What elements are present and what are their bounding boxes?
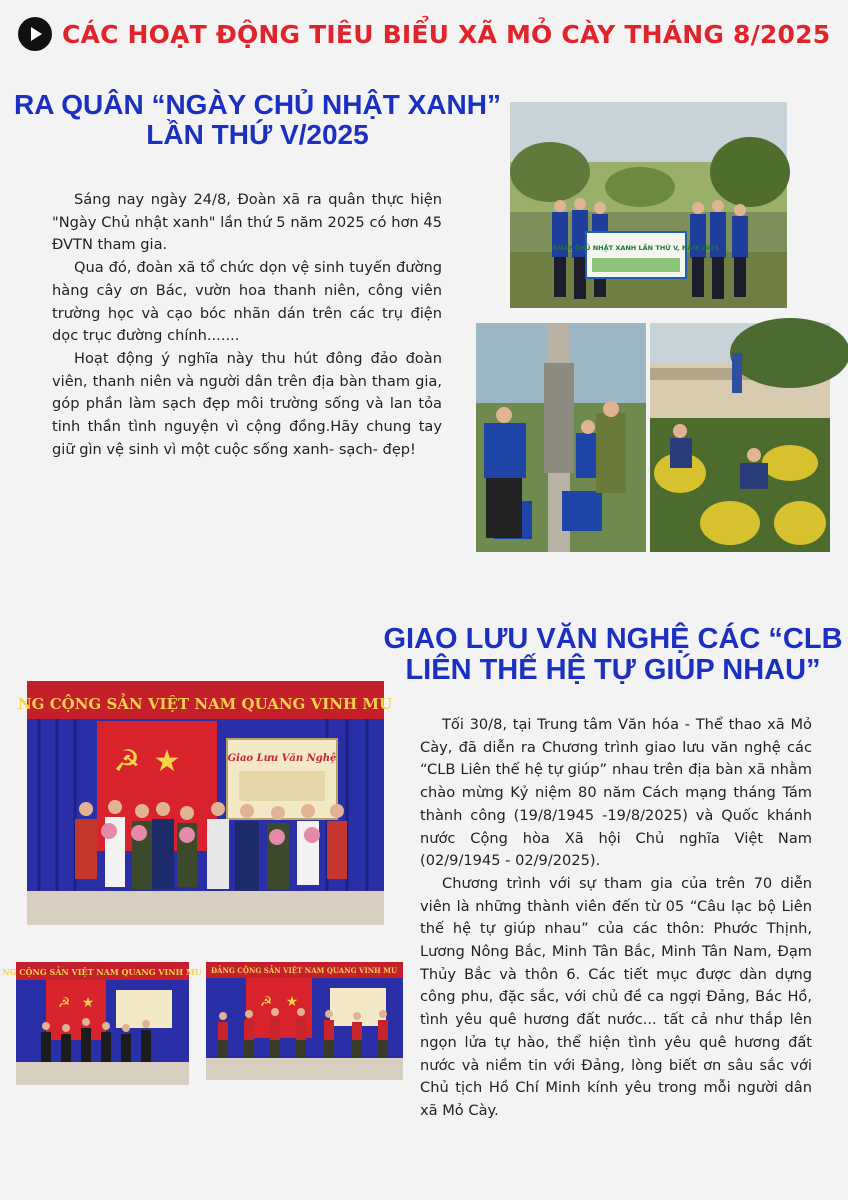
photo-dancers-left: [2, 962, 202, 1085]
play-arrow-icon: [18, 17, 52, 51]
section2-title-line1: GIAO LƯU VĂN NGHỆ CÁC “CLB: [383, 623, 843, 655]
section2-title: [380, 624, 846, 687]
svg-text:★: ★: [285, 994, 299, 1010]
page-header: [18, 14, 838, 54]
section1-title-line1: RA QUÂN “NGÀY CHỦ NHẬT XANH”: [14, 89, 501, 120]
page-title: CÁC HOẠT ĐỘNG TIÊU BIỂU XÃ MỎ CÀY THÁNG 8/2025: [62, 19, 831, 49]
section2-paragraph: Chương trình với sự tham gia của trên 70 diễn viên là những thành viên đến từ 05 “Câu lạc bộ Liên thế hệ tự giúp nhau” của các thôn: Phước Thịnh, Lương Nông Bắc, Minh Tân Bắc, Minh Tân Nam, Đạm Thủy Bắc và thôn 6. Các tiết mục được dàn dựng công phu, đặc sắc, với chủ đề ca ngợi Đảng, Bác Hồ, tình yêu quê hương đất nước... tất cả như thắp lên ngọn lửa tự hào, thể hiện tình yêu quê hương đất nước và niềm tin với Đảng, lòng biết ơn sâu sắc với Chủ tịch Hồ Chí Minh kính yêu trong mỗi người dân xã Mỏ Cày.: [420, 874, 812, 1119]
photo-group-banner: [510, 102, 787, 308]
section1-paragraph: Hoạt động ý nghĩa này thu hút đông đảo đoàn viên, thanh niên và người dân trên địa bàn tham gia, góp phần làm sạch đẹp môi trường sống và lan tỏa tinh thần tình nguyện vì cộng đồng.Hãy chung tay giữ gìn vệ sinh vì một cuộc sống xanh- sạch- đẹp!: [52, 349, 442, 458]
svg-text:☭: ☭: [259, 994, 273, 1010]
stage-screen-text: Giao Lưu Văn Nghệ: [227, 753, 337, 764]
banner-text: NGÀY CHỦ NHẬT XANH LẦN THỨ V, NĂM 2025: [552, 244, 720, 252]
section2-title-line2: LIÊN THẾ HỆ TỰ GIÚP NHAU”: [405, 654, 821, 687]
svg-text:☭: ☭: [113, 744, 141, 779]
section1-paragraph: Qua đó, đoàn xã tổ chức dọn vệ sinh tuyến đường hàng cây ơn Bác, vườn hoa thanh niên, công viên trường học và cạo bóc nhãn dán trên các trụ điện dọc trục đường chính.......: [52, 259, 442, 345]
photo-dancers-right: [206, 962, 403, 1080]
section1-body: [52, 189, 442, 461]
section2-paragraph: Tối 30/8, tại Trung tâm Văn hóa - Thể thao xã Mỏ Cày, đã diễn ra Chương trình giao lưu văn nghệ các “CLB Liên thế hệ tự giúp” nhau trên địa bàn xã nhằm chào mừng Kỷ niệm 80 năm Cách mạng tháng Tám thành công (19/8/1945 -19/8/2025) và Quốc khánh nước Cộng hòa Xã hội Chủ nghĩa Việt Nam (02/9/1945 - 02/9/2025).: [420, 716, 812, 870]
section1-title: [10, 90, 505, 150]
stage-slogan-text: NG CỘNG SẢN VIỆT NAM QUANG VINH MU: [17, 695, 393, 713]
dancers-right-slogan: ĐẢNG CỘNG SẢN VIỆT NAM QUANG VINH MU: [210, 966, 398, 975]
dancers-left-slogan: NG CỘNG SẢN VIỆT NAM QUANG VINH MU: [2, 967, 202, 977]
section1-paragraph: Sáng nay ngày 24/8, Đoàn xã ra quân thực hiện "Ngày Chủ nhật xanh" lần thứ 5 năm 2025 có hơn 45 ĐVTN tham gia.: [52, 191, 442, 254]
section2-body: [420, 714, 812, 1123]
photo-garden-weeding: [650, 323, 830, 552]
photo-pole-cleaning: [476, 323, 646, 552]
section1-title-line2: LẦN THỨ V/2025: [146, 119, 369, 151]
svg-text:★: ★: [81, 995, 95, 1011]
svg-text:☭: ☭: [57, 995, 71, 1011]
svg-text:★: ★: [153, 744, 181, 779]
photo-stage-group: [17, 681, 393, 925]
